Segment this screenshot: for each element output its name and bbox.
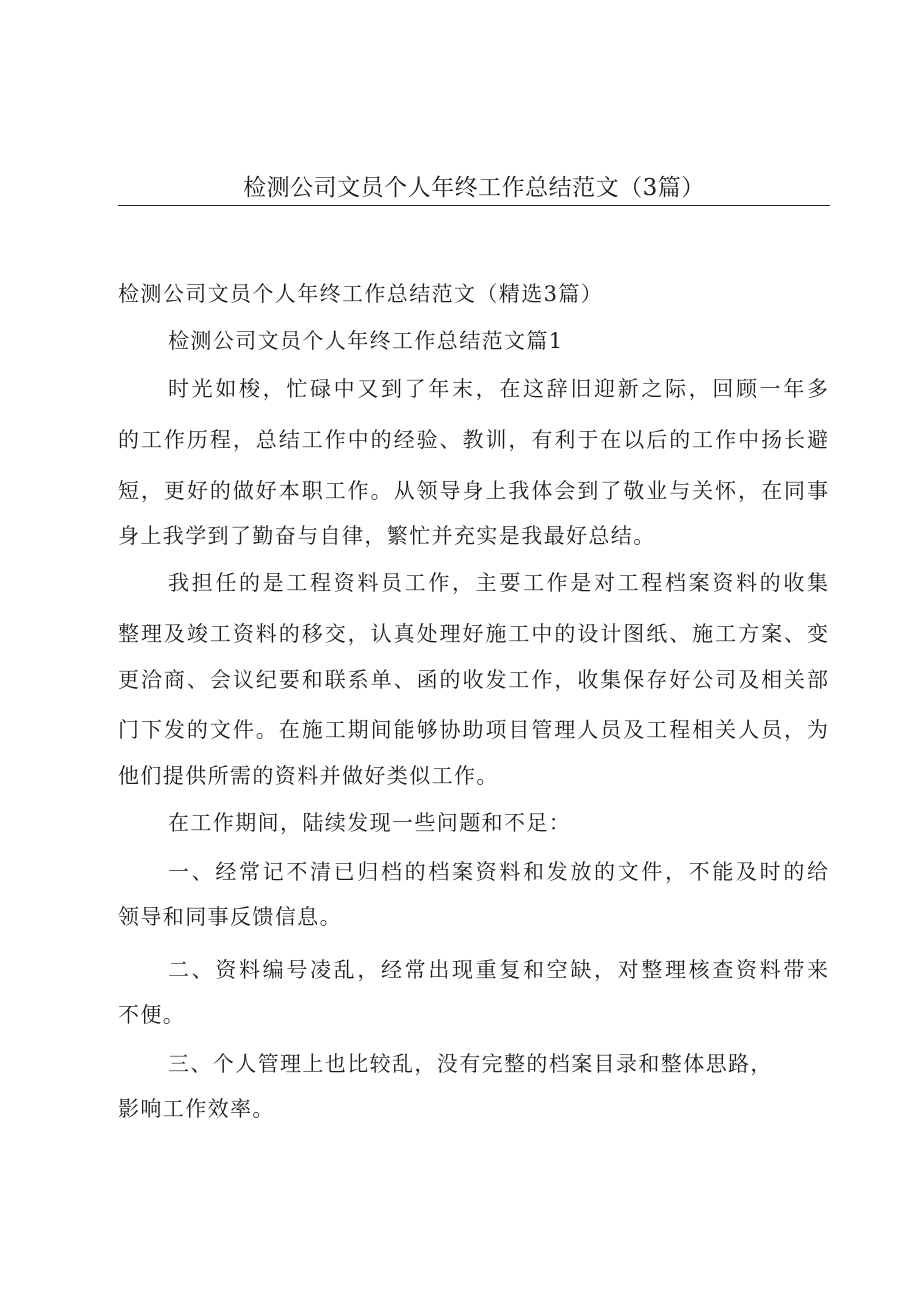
paragraph-line: 更洽商、会议纪要和联系单、函的收发工作，收集保存好公司及相关部 — [118, 668, 828, 692]
section-heading: 检测公司文员个人年终工作总结范文篇1 — [168, 329, 564, 353]
paragraph-line: 他们提供所需的资料并做好类似工作。 — [118, 764, 499, 788]
paragraph-line: 身上我学到了勤奋与自律，繁忙并充实是我最好总结。 — [118, 524, 656, 548]
list-item-line: 影响工作效率。 — [118, 1097, 275, 1121]
paragraph-line: 短，更好的做好本职工作。从领导身上我体会到了敬业与关怀，在同事 — [118, 479, 828, 503]
list-item-line: 三、个人管理上也比较乱，没有完整的档案目录和整体思路， — [168, 1052, 773, 1076]
paragraph-line: 我担任的是工程资料员工作，主要工作是对工程档案资料的收集 — [168, 571, 828, 595]
list-item-line: 二、资料编号凌乱，经常出现重复和空缺，对整理核查资料带来 — [168, 958, 828, 982]
list-item-line: 一、经常记不清已归档的档案资料和发放的文件，不能及时的给 — [168, 860, 828, 884]
title-underline — [118, 205, 830, 206]
paragraph-line: 门下发的文件。在施工期间能够协助项目管理人员及工程相关人员，为 — [118, 718, 828, 742]
paragraph-line: 的工作历程，总结工作中的经验、教训，有利于在以后的工作中扬长避 — [118, 428, 828, 452]
paragraph-line: 时光如梭，忙碌中又到了年末，在这辞旧迎新之际，回顾一年多 — [168, 377, 828, 401]
paragraph-line: 在工作期间，陆续发现一些问题和不足： — [168, 811, 572, 835]
paragraph-line: 整理及竣工资料的移交，认真处理好施工中的设计图纸、施工方案、变 — [118, 622, 828, 646]
list-item-line: 领导和同事反馈信息。 — [118, 905, 342, 929]
document-title: 检测公司文员个人年终工作总结范文（3篇） — [243, 175, 705, 201]
list-item-line: 不便。 — [118, 1003, 186, 1027]
document-subtitle: 检测公司文员个人年终工作总结范文（精选3篇） — [118, 282, 604, 306]
